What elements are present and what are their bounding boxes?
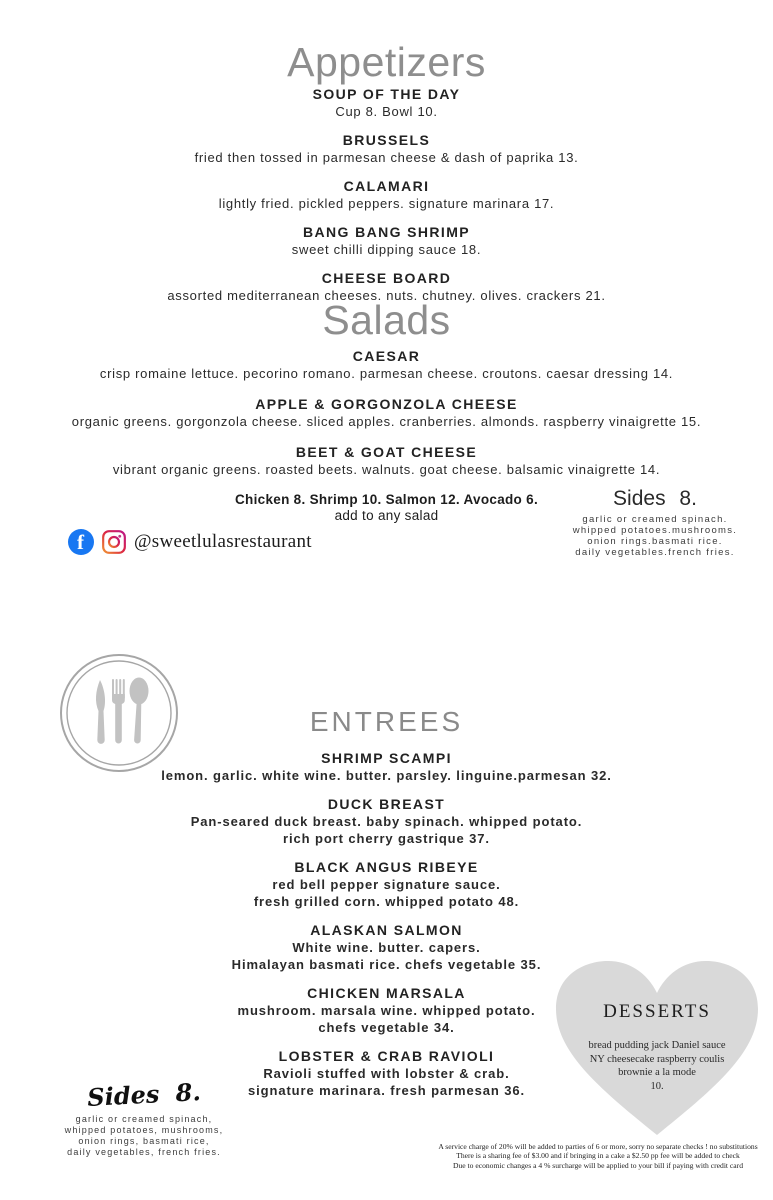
sides-box-top xyxy=(545,486,765,558)
instagram-handle: @sweetlulasrestaurant xyxy=(134,531,312,552)
salad-addons-note: add to any salad xyxy=(334,508,439,523)
item-desc: lemon. garlic. white wine. butter. parsley. linguine.parmesan 32. xyxy=(161,768,612,783)
item-name: CHEESE BOARD xyxy=(321,270,452,286)
facebook-icon[interactable] xyxy=(68,529,94,555)
item-desc: red bell pepper signature sauce. xyxy=(272,877,501,892)
item-desc: fried then tossed in parmesan cheese & dash of paprika 13. xyxy=(194,150,579,165)
sides-bottom-title: Sides 8. xyxy=(86,1077,202,1112)
menu-item-caesar xyxy=(0,348,773,382)
sides-line: onion rings.basmati rice. xyxy=(587,536,723,547)
sides-line: garlic or creamed spinach, xyxy=(75,1114,213,1124)
sides-box-bottom xyxy=(46,1077,242,1158)
item-name: BANG BANG SHRIMP xyxy=(302,224,471,240)
item-name: CALAMARI xyxy=(343,178,430,194)
menu-item-bang-bang-shrimp xyxy=(0,224,773,258)
footnote-line: A service charge of 20% will be added to parties of 6 or more, sorry no separate checks ! no substitutions xyxy=(438,1142,758,1151)
item-desc: vibrant organic greens. roasted beets. walnuts. goat cheese. balsamic vinaigrette 14. xyxy=(112,462,661,477)
item-desc: chefs vegetable 34. xyxy=(318,1020,455,1035)
desserts-text xyxy=(548,957,766,1142)
item-name: BEET & GOAT CHEESE xyxy=(295,444,478,460)
dessert-line: brownie a la mode xyxy=(618,1067,696,1078)
item-name: ALASKAN SALMON xyxy=(310,922,463,938)
item-name: BRUSSELS xyxy=(342,132,431,148)
menu-item-shrimp-scampi xyxy=(0,750,773,784)
item-desc: Himalayan basmati rice. chefs vegetable 35. xyxy=(231,957,542,972)
item-name: LOBSTER & CRAB RAVIOLI xyxy=(278,1048,495,1064)
item-name: APPLE & GORGONZOLA CHEESE xyxy=(255,396,518,412)
item-desc: organic greens. gorgonzola cheese. sliced apples. cranberries. almonds. raspberry vinaigrette 15. xyxy=(71,414,702,429)
service-footnotes xyxy=(430,1142,766,1170)
item-desc: fresh grilled corn. whipped potato 48. xyxy=(253,894,520,909)
desserts-title: DESSERTS xyxy=(603,1001,711,1022)
section-appetizers xyxy=(0,40,773,316)
sides-line: whipped potatoes, mushrooms, xyxy=(64,1125,224,1135)
item-name: CHICKEN MARSALA xyxy=(307,985,466,1001)
item-desc: Ravioli stuffed with lobster & crab. xyxy=(263,1066,510,1081)
menu-item-soup-of-the-day xyxy=(0,86,773,120)
menu-item-brussels xyxy=(0,132,773,166)
appetizers-title: Appetizers xyxy=(287,39,486,85)
sides-top-title: Sides 8. xyxy=(613,487,697,510)
item-name: BLACK ANGUS RIBEYE xyxy=(294,859,479,875)
item-desc: rich port cherry gastrique 37. xyxy=(283,831,490,846)
item-desc: lightly fried. pickled peppers. signature marinara 17. xyxy=(218,196,555,211)
salads-title: Salads xyxy=(322,297,451,343)
menu-item-calamari xyxy=(0,178,773,212)
social-row xyxy=(68,529,312,555)
item-name: SHRIMP SCAMPI xyxy=(321,750,452,766)
menu-item-apple-gorgonzola xyxy=(0,396,773,430)
sides-line: whipped potatoes.mushrooms. xyxy=(572,525,738,536)
menu-item-beet-goat-cheese xyxy=(0,444,773,478)
item-name: DUCK BREAST xyxy=(327,796,446,812)
item-desc: assorted mediterranean cheeses. nuts. chutney. olives. crackers 21. xyxy=(167,288,606,303)
item-desc: sweet chilli dipping sauce 18. xyxy=(291,242,482,257)
item-desc: Cup 8. Bowl 10. xyxy=(335,104,438,119)
footnote-line: Due to economic changes a 4 % surcharge will be applied to your bill if paying with credit card xyxy=(452,1160,744,1170)
item-desc: crisp romaine lettuce. pecorino romano. parmesan cheese. croutons. caesar dressing 14. xyxy=(99,366,674,381)
item-desc: White wine. butter. capers. xyxy=(292,940,481,955)
dessert-line: 10. xyxy=(650,1080,664,1092)
sides-line: onion rings, basmati rice, xyxy=(78,1136,210,1146)
footnote-line: There is a sharing fee of $3.00 and if bringing in a cake a $2.50 pp fee will be added to check xyxy=(456,1151,740,1161)
item-desc: mushroom. marsala wine. whipped potato. xyxy=(237,1003,536,1018)
menu-item-black-angus-ribeye xyxy=(0,859,773,910)
menu-item-duck-breast xyxy=(0,796,773,847)
desserts-card xyxy=(548,957,766,1142)
salad-addons-prices: Chicken 8. Shrimp 10. Salmon 12. Avocado 6. xyxy=(235,492,538,507)
dessert-line: NY cheesecake raspberry coulis xyxy=(589,1053,725,1065)
item-name: CAESAR xyxy=(352,348,421,364)
dessert-line: bread pudding jack Daniel sauce xyxy=(588,1040,726,1051)
sides-line: daily vegetables.french fries. xyxy=(575,547,735,558)
instagram-icon[interactable] xyxy=(101,529,127,555)
sides-line: garlic or creamed spinach. xyxy=(582,514,728,525)
entrees-title: ENTREES xyxy=(309,706,464,737)
item-name: SOUP OF THE DAY xyxy=(312,86,461,102)
sides-line: daily vegetables, french fries. xyxy=(67,1147,221,1157)
item-desc: signature marinara. fresh parmesan 36. xyxy=(248,1083,525,1098)
item-desc: Pan-seared duck breast. baby spinach. whipped potato. xyxy=(190,814,583,829)
